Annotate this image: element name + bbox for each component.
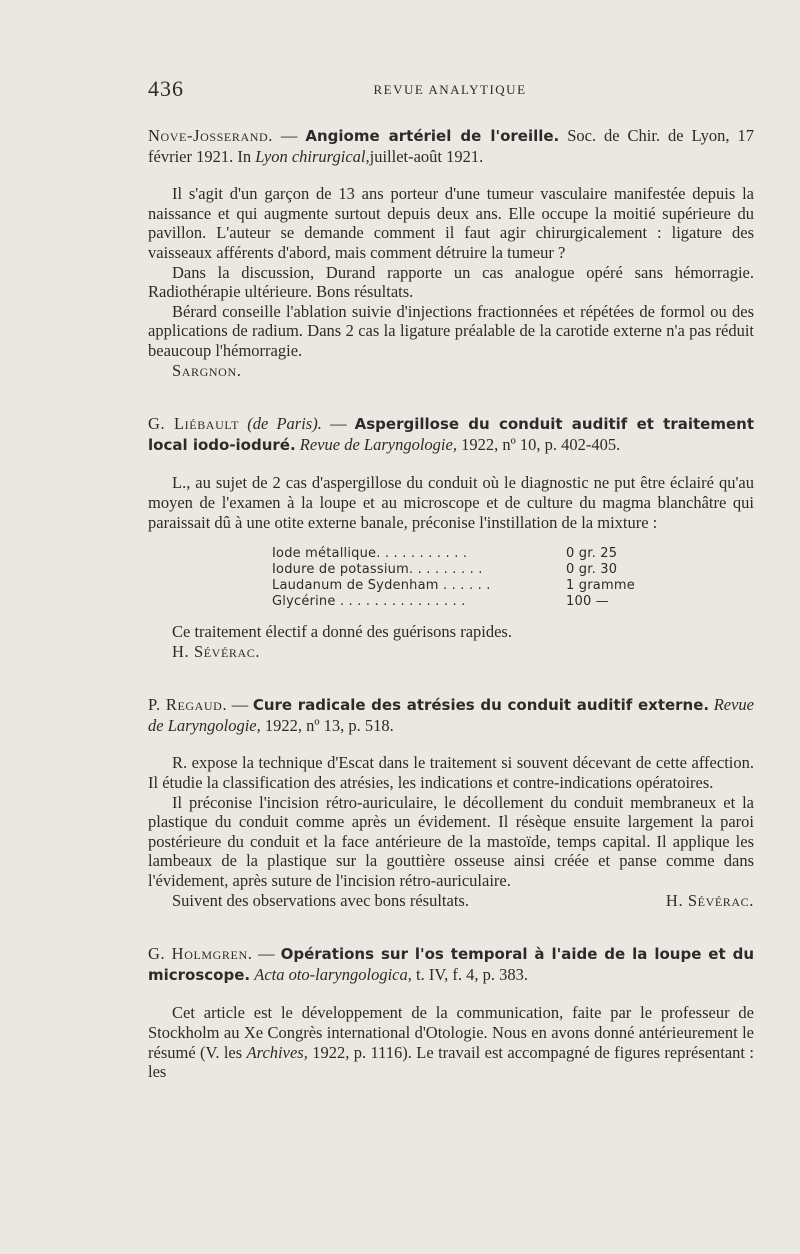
- heading-dash: —: [227, 695, 253, 715]
- article-author: G. Liébault: [148, 414, 240, 434]
- reviewer-signature: H. Sévérac.: [665, 890, 754, 910]
- article-citation: 1922, nº 10, p. 402-405.: [456, 434, 621, 454]
- recipe-row: [272, 578, 754, 594]
- heading-dash: —: [252, 944, 281, 964]
- article-title: Opérations sur l'os temporal à l'aide de la loupe et du microscope.: [148, 945, 754, 984]
- article-journal: Revue de Laryngologie,: [299, 434, 457, 454]
- article-paragraph: Ce traitement électif a donné des guérisons rapides.: [172, 622, 512, 642]
- page-number: 436: [148, 76, 184, 101]
- article-title: Aspergillose du conduit auditif et traitement local iodo-ioduré.: [148, 415, 754, 454]
- article-paragraph-last: [148, 891, 754, 911]
- page-content: [148, 126, 754, 1116]
- article-paragraph: Il préconise l'incision rétro-auriculaire, le décollement du conduit membraneux et la plastique du conduit comme après un évidement. Il résèque ensuite largement la paroi postérieure du conduit et la face antérieure de la mastoïde, temps capital. Il applique les lambeaux de la plastique sur la gouttière osseuse ainsi créée et panse comme dans l'évidement, après suture de l'incision rétro-auriculaire.: [148, 792, 754, 891]
- article-aspergillose: [148, 414, 754, 661]
- article-journal: Lyon chirurgical,: [255, 146, 370, 166]
- article-author: P. Regaud.: [148, 695, 228, 715]
- article-angiome: [148, 126, 754, 380]
- paragraph-text: Cet article est le développement de la communication, faite par le professeur de Stockholm au Xe Congrès international d'Otologie. Nous en avons donné antérieurement le résumé (V. les: [148, 1003, 754, 1062]
- article-heading: [148, 944, 754, 985]
- journal-title: REVUE ANALYTIQUE: [373, 82, 527, 97]
- article-paragraph: L., au sujet de 2 cas d'aspergillose du conduit où le diagnostic ne put être éclairé qu'au moyen de l'examen à la loupe et au microscope et de culture du magma blanchâtre qui paraissait dû à une otite externe banale, préconise l'instillation de la mixture :: [148, 473, 754, 532]
- heading-dash: —: [272, 126, 306, 145]
- recipe-ingredient: Iodure de potassium. . . . . . . . .: [272, 562, 483, 578]
- article-body: [148, 753, 754, 910]
- article-last-sentence: Suivent des observations avec bons résultats.: [172, 890, 469, 910]
- recipe-row: [272, 594, 754, 610]
- article-paragraph: Dans la discussion, Durand rapporte un cas analogue opéré sans hémorragie. Radiothérapie ultérieure. Bons résultats.: [148, 262, 754, 302]
- article-heading: [148, 414, 754, 455]
- article-paragraph: Il s'agit d'un garçon de 13 ans porteur d'une tumeur vasculaire manifestée depuis la naissance et qui augmente surtout depuis deux ans. Elle occupe la moitié supérieure du pavillon. L'auteur se demande comment il faut agir chirurgicalement : ligature des vaisseaux afférents d'abord, mais comment détruire la tumeur ?: [148, 184, 754, 262]
- article-title: Cure radicale des atrésies du conduit auditif externe.: [252, 696, 710, 715]
- article-title: Angiome artériel de l'oreille.: [305, 127, 560, 145]
- recipe-ingredient: Glycérine . . . . . . . . . . . . . . .: [272, 594, 466, 610]
- paragraph-journal-ref: Archives,: [246, 1042, 308, 1062]
- heading-source: Soc. de Chir. de Lyon, 17 février 1921. In: [148, 126, 754, 166]
- recipe-row: [272, 562, 754, 578]
- recipe-quantity: 0 gr. 30: [566, 562, 618, 578]
- heading-dash: —: [321, 414, 355, 434]
- reviewer-signature: Sargnon.: [172, 360, 242, 380]
- article-atresies: [148, 695, 754, 910]
- reviewer-signature: H. Sévérac.: [172, 641, 261, 661]
- recipe-table: [272, 546, 754, 610]
- article-journal: Revue de Laryngologie,: [148, 695, 754, 735]
- recipe-quantity: 1 gramme: [566, 578, 635, 594]
- article-citation: 1922, nº 13, p. 518.: [260, 715, 394, 735]
- article-journal: Acta oto-laryngologica,: [254, 964, 412, 984]
- article-heading: [148, 126, 754, 166]
- article-body: [148, 1003, 754, 1081]
- running-head: [148, 76, 752, 100]
- article-body: [148, 473, 754, 661]
- paragraph-text: 1922, p. 1116). Le travail est accompagné de figures représentant : les: [148, 1042, 754, 1082]
- recipe-quantity: 100 —: [566, 594, 609, 610]
- article-citation: t. IV, f. 4, p. 383.: [411, 964, 528, 984]
- article-paragraph: Bérard conseille l'ablation suivie d'injections fractionnées et répétées de formol ou des applications de radium. Dans 2 cas la ligature préalable de la carotide externe n'a pas réduit beaucoup l'hémorragie.: [148, 301, 754, 360]
- author-place: (de Paris).: [239, 414, 322, 434]
- article-heading: [148, 695, 754, 735]
- recipe-row: [272, 546, 754, 562]
- reviewer-line: [148, 361, 754, 381]
- article-body: [148, 184, 754, 380]
- recipe-ingredient: Iode métallique. . . . . . . . . . .: [272, 546, 468, 562]
- article-author: Nove-Josserand.: [148, 126, 273, 145]
- recipe-ingredient: Laudanum de Sydenham . . . . . .: [272, 578, 491, 594]
- article-holmgren: [148, 944, 754, 1082]
- article-paragraph: [148, 1003, 754, 1081]
- recipe-quantity: 0 gr. 25: [566, 546, 618, 562]
- reviewer-line: [148, 642, 754, 662]
- article-paragraph: R. expose la technique d'Escat dans le traitement si souvent décevant de cette affection. Il étudie la classification des atrésies, les indications et contre-indications opératoires.: [148, 753, 754, 793]
- article-author: G. Holmgren.: [148, 944, 253, 964]
- article-citation: juillet-août 1921.: [369, 146, 484, 166]
